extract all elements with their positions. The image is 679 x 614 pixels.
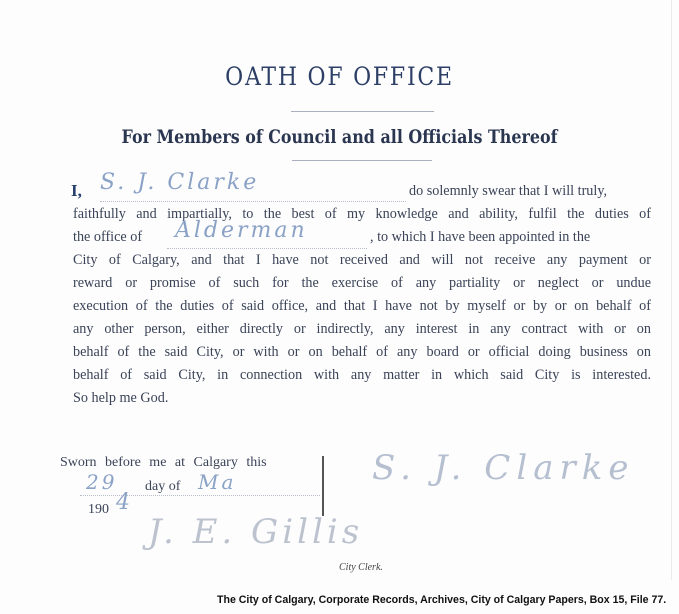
- sworn-bracket: [322, 456, 324, 516]
- year-prefix: 190: [88, 502, 109, 517]
- oath-line-3-rest: , to which I have been appointed in the: [370, 229, 591, 245]
- day-of-label: day of: [145, 479, 181, 494]
- oath-pronoun: I,: [71, 181, 82, 200]
- oath-line-9: behalf of said City, in connection with any matter in which said City is interested.: [73, 367, 651, 383]
- archive-credit: The City of Calgary, Corporate Records, Archives, City of Calgary Papers, Box 15, File 77.: [217, 594, 667, 606]
- office-field-line: [167, 248, 367, 249]
- day-handwritten: 29: [86, 470, 118, 494]
- document-title: OATH OF OFFICE: [225, 62, 454, 91]
- year-handwritten: 4: [116, 490, 133, 515]
- oath-line-8: behalf of the said City, or with or on behalf of any board or official doing business on: [73, 344, 651, 360]
- title-divider: [291, 111, 434, 112]
- document-subtitle: For Members of Council and all Officials Thereof: [121, 127, 558, 148]
- clerk-signature: J. E. Gillis: [148, 512, 364, 552]
- city-clerk-label: City Clerk.: [339, 562, 383, 573]
- name-handwritten: S. J. Clarke: [100, 170, 260, 195]
- official-signature: S. J. Clarke: [372, 448, 635, 488]
- oath-line-4: City of Calgary, and that I have not received and will not receive any payment or: [73, 252, 651, 268]
- subtitle-divider: [292, 160, 432, 161]
- oath-line-5: reward or promise of such for the exercise of any partiality or neglect or undue: [73, 275, 651, 291]
- oath-line-3-prefix: the office of: [73, 229, 143, 245]
- oath-line-2: faithfully and impartially, to the best of my knowledge and ability, fulfil the duties of: [73, 206, 651, 222]
- page-edge: [671, 0, 672, 580]
- sworn-line-1: Sworn before me at Calgary this: [60, 455, 267, 470]
- name-field-line: [100, 201, 406, 202]
- oath-line-6: execution of the duties of said office, and that I have not by myself or by or on behalf of: [73, 298, 651, 314]
- oath-line-10: So help me God.: [73, 390, 169, 406]
- oath-line-1-rest: do solemnly swear that I will truly,: [409, 183, 608, 199]
- oath-line-7: any other person, either directly or indirectly, any interest in any contract with or on: [73, 321, 651, 337]
- month-handwritten: Ma: [198, 470, 237, 494]
- office-handwritten: Alderman: [175, 218, 308, 243]
